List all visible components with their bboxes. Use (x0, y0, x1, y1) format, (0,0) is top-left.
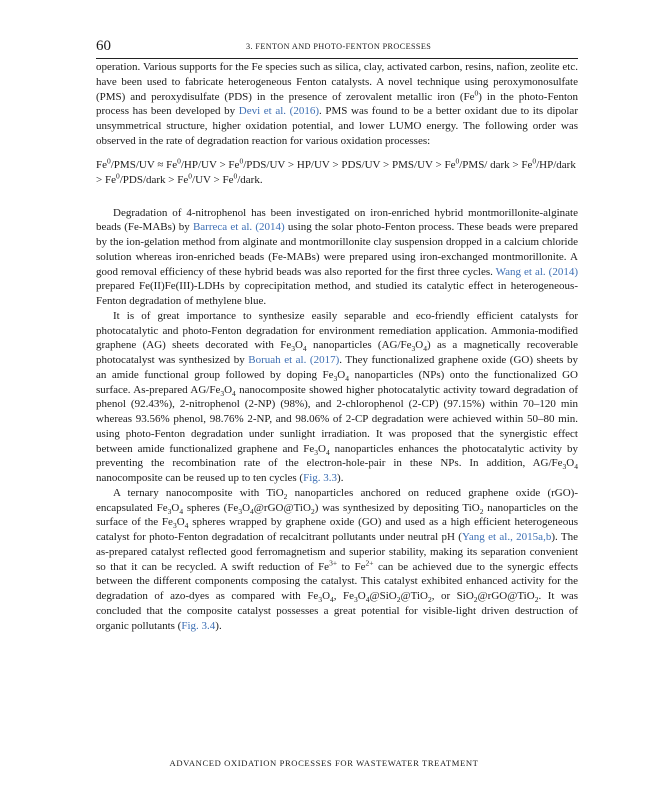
citation-link[interactable]: Boruah et al. (2017) (248, 354, 340, 366)
figure-link[interactable]: Fig. 3.3 (303, 472, 338, 484)
running-head: 3. FENTON AND PHOTO-FENTON PROCESSES (246, 42, 432, 51)
paragraph-3: It is of great importance to synthesize easily separable and eco-friendly efficient catalysts for photocatalytic and photo-Fenton degradation for environment remediation application. Ammonia-modified graphene (AG) sheets decorated with $Fe_3O_4$ nanoparticles $(AG/Fe_3O_4)$ as a magnetically recoverable photocatalyst was synthesized by Boruah et al. (2017). They functionalized graphene oxide (GO) sheets by an amide functional group followed by doping $Fe_3O_4$ nanoparticles (NPs) onto the functionalized GO surface. As-prepared $AG/Fe_3O_4$ nanocomposite showed higher photocatalytic activity toward degradation of phenol (92.43%), 2-nitrophenol (2-NP) (98%), and 2-chlorophenol (2-CP) (97.15%) within 70–120 min whereas 93.56% phenol, 98.76% 2-NP, and 98.06% of 2-CP degradation were achieved within 50–80 min. using photo-Fenton degradation under sunlight irradiation. It was proposed that the synergistic effect between amide functionalized graphene and $Fe_3O_4$ nanoparticles enhances the photocatalytic activity by preventing the recombination rate of the electron-hole-pair in these NPs. In addition, $AG/Fe_3O_4$ nanocomposite can be reused up to ten cycles (Fig. 3.3). (96, 309, 579, 484)
paragraph-4: A ternary nanocomposite with TiO$_2$ nanoparticles anchored on reduced graphene oxide (rGO)-encapsulated $Fe_3O_4$ spheres $(Fe_3O_4@rGO@TiO_2)$ was synthesized by depositing TiO$_2$ nanoparticles on the surface of the $Fe_3O_4$ spheres wrapped by graphene oxide (GO) and used as a high efficient heterogeneous catalyst for photo-Fenton degradation of recalcitrant pollutants under neutral pH (Yang et al., 2015a,b). The as-prepared catalyst reflected good ferromagnetism and superior stability, making its separation convenient so that it can be recycled. A swift reduction of $Fe^{3+}$ to $Fe^{2+}$ can be achieved due to the synergic effects between the different components composing the catalyst. This catalyst exhibited enhanced activity for the degradation of azo-dyes as compared with $Fe_3O_4$, $Fe_3O_4@SiO_2@TiO_2$, or SiO$_2$@rGO@TiO$_2$. It was concluded that the composite catalyst possesses a great potential for visible-light driven destruction of organic pollutants (Fig. 3.4). (96, 486, 579, 632)
page-number: 60 (96, 38, 111, 54)
paragraph-2: Degradation of 4-nitrophenol has been investigated on iron-enriched hybrid montmorillonite-alginate beads (Fe-MABs) by Barreca et al. (2014) using the solar photo-Fenton process. These beads were prepared by the ion-gelation method from alginate and montmorillonite clay suspension dropped in a calcium chloride solution whereas iron-enriched beads (Fe-MABs) were prepared using iron-exchanged montmorillonite. A good removal efficiency of these hybrid beads was also reported for the first three cycles. Wang et al. (2014) prepared Fe(II)Fe(III)-LDHs by coprecipitation method, and studied its catalytic effect in heterogeneous-Fenton degradation of methylene blue. (96, 206, 578, 307)
spacer (96, 196, 578, 206)
figure-link[interactable]: Fig. 3.4 (181, 619, 216, 632)
paragraph-1: operation. Various supports for the Fe species such as silica, clay, activated carbon, resins, nafion, zeolite etc. have been used to fabricate heterogeneous Fenton catalysts. A novel technique using peroxymonosulfate (PMS) and peroxydisulfate (PDS) in the presence of zerovalent metallic iron (Fe$^0$) in the photo-Fenton process has been developed by Devi et al. (2016). PMS was found to be a better oxidant due to its dipolar unsymmetrical structure, higher oxidation potential, and lower LUMO energy. The following order was observed in the rate of degradation reaction for various oxidation processes: (96, 61, 578, 147)
citation-link[interactable]: Yang et al., 2015a,b (461, 531, 552, 543)
header-rule (96, 58, 578, 59)
citation-link[interactable]: Devi et al. (2016) (238, 105, 320, 118)
citation-link[interactable]: Wang et al. (2014) (495, 265, 578, 278)
page-footer: ADVANCED OXIDATION PROCESSES FOR WASTEWATER TREATMENT (169, 758, 479, 768)
body-text (96, 60, 578, 633)
reaction-order-formula: $Fe^0/PMS/UV \approx Fe^0/HP/UV > Fe^0/PDS/UV > HP/UV > PDS/UV > PMS/UV > Fe^0/PMS/$ dark > $Fe^0/HP$/dark > $Fe^0/PDS$/dark > $Fe^0/UV$ > $Fe^0$/dark. (96, 155, 576, 186)
citation-link[interactable]: Barreca et al. (2014) (192, 221, 285, 234)
page-header (96, 38, 578, 56)
